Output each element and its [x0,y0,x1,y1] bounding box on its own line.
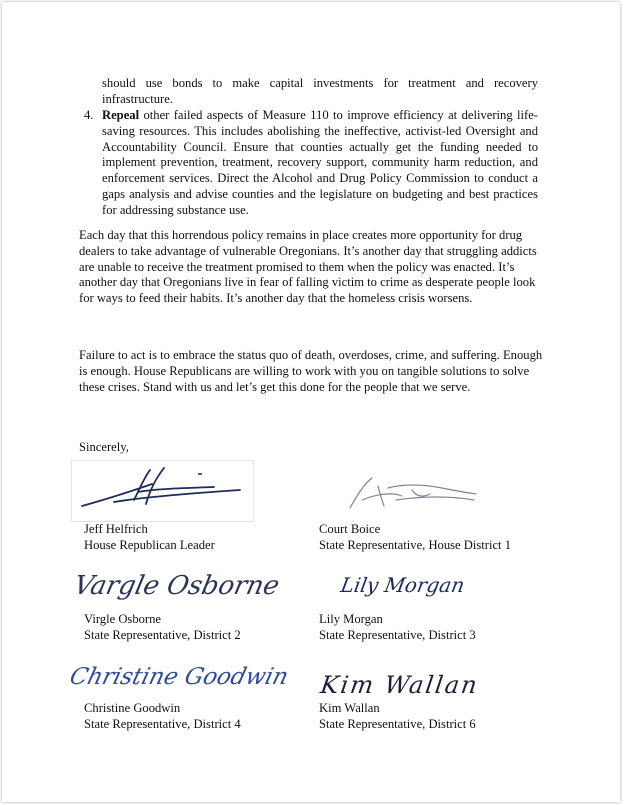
signature-image-wallan [320,662,500,702]
signature-text-goodwin: Christine Goodwin [67,662,292,690]
signatory-name: Virgle Osborne [84,612,162,626]
signatory-title: State Representative, House District 1 [319,538,512,552]
signature-text-osborne: Vargle Osborne [71,571,282,601]
signature-image-osborne [71,560,282,604]
signature-image-helfrich [74,464,250,518]
list-item-number: 4. [84,108,94,122]
signature-image-morgan [340,568,500,604]
signature-image-goodwin [66,654,292,694]
closing: Sincerely, [79,440,129,454]
signatory-title: State Representative, District 2 [84,628,241,642]
signatory-title: House Republican Leader [84,538,215,552]
signatory-name: Court Boice [319,522,381,536]
body-paragraph-2: Failure to act is to embrace the status quo of death, overdoses, crime, and suffering. Enough is enough. House Republicans are willing to work with you on tangible solutions to solve these crises. Stand with us and let’s get this done for the people that we serve. [79,348,543,394]
signature-text-morgan: Lily Morgan [338,573,467,597]
list-item-text: other failed aspects of Measure 110 to improve efficiency at delivering life-saving resources. This includes abolishing the ineffective, activist-led Oversight and Accountability Council. Ensure that counties actually get the funding needed to implement prevention, treatment, recovery support, community harm reduction, and enforcement services. Direct the Alcohol and Drug Policy Commission to conduct a gaps analysis and advise counties and the legislature on budgeting and best practices for addressing substance use. [102,108,538,217]
signatory-name: Jeff Helfrich [84,522,148,536]
body-paragraph-1: Each day that this horrendous policy remains in place creates more opportunity for drug dealers to take advantage of vulnerable Oregonians. It’s another day that struggling addicts are unable to receive the treatment promised to them when the policy was enacted. It’s another day that Oregonians live in fear of falling victim to crime as desperate people look for ways to feed their habits. It’s another day that the homeless crisis worsens. [79,228,537,306]
signature-text-wallan: Kim Wallan [318,671,481,699]
list-item-4 [102,108,538,219]
list-item-bold-lead: Repeal [102,108,140,122]
signatory-title: State Representative, District 6 [319,717,476,731]
signatory-title: State Representative, District 4 [84,717,241,731]
signatory-title: State Representative, District 3 [319,628,476,642]
signatory-name: Kim Wallan [319,701,380,715]
signatory-name: Christine Goodwin [84,701,181,715]
signature-image-boice [342,470,482,518]
signatory-name: Lily Morgan [319,612,383,626]
letter-page [2,2,620,802]
continuation-text: should use bonds to make capital investments for treatment and recovery infrastructure. [102,76,538,106]
